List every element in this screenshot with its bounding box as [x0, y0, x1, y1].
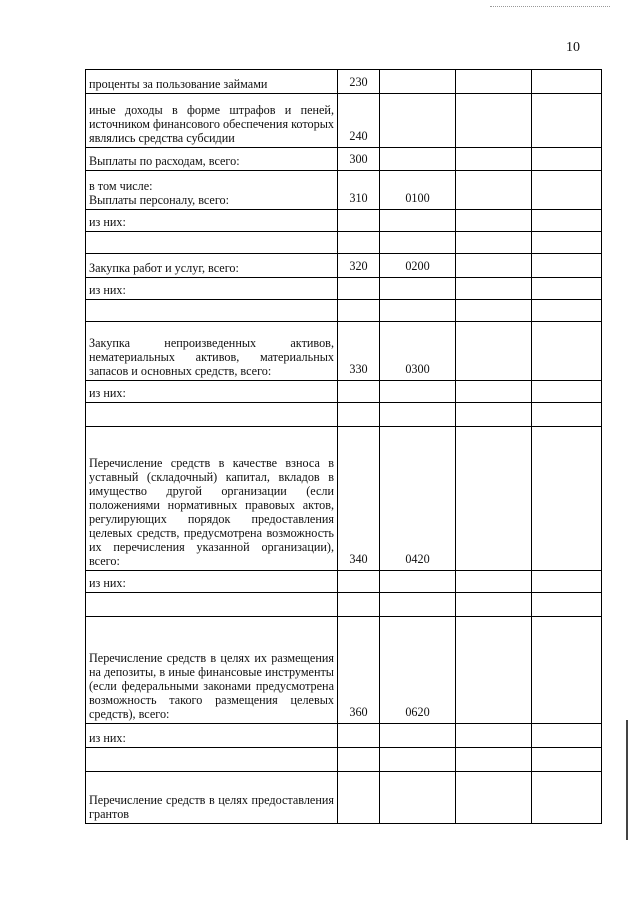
row-value-2 [532, 748, 602, 772]
row-value-1 [456, 254, 532, 278]
scan-artifact-right [626, 720, 628, 840]
row-label [86, 403, 338, 427]
row-label [86, 748, 338, 772]
row-code [338, 748, 380, 772]
row-value-2 [532, 94, 602, 148]
row-value-2 [532, 593, 602, 617]
table-row [86, 210, 602, 232]
page-number: 10 [566, 40, 580, 55]
row-value-1 [456, 322, 532, 381]
row-value-1 [456, 381, 532, 403]
table-row [86, 724, 602, 748]
row-code: 330 [338, 322, 380, 381]
row-code [338, 300, 380, 322]
row-code [338, 571, 380, 593]
row-value-2 [532, 427, 602, 571]
row-kosgu [380, 148, 456, 171]
row-value-1 [456, 427, 532, 571]
row-code: 240 [338, 94, 380, 148]
row-code [338, 278, 380, 300]
row-value-2 [532, 403, 602, 427]
table-row [86, 232, 602, 254]
row-value-1 [456, 300, 532, 322]
row-value-2 [532, 148, 602, 171]
row-code [338, 381, 380, 403]
table-row [86, 748, 602, 772]
table-row [86, 254, 602, 278]
row-value-1 [456, 571, 532, 593]
table-row [86, 278, 602, 300]
row-value-1 [456, 70, 532, 94]
row-code [338, 403, 380, 427]
row-value-1 [456, 403, 532, 427]
row-label: из них: [86, 278, 338, 300]
row-label: Закупка непроизведенных активов, нематериальных активов, материальных запасов и основных средств, всего: [86, 322, 338, 381]
row-label: Перечисление средств в целях их размещения на депозиты, в иные финансовые инструменты (если федеральными законами предусмотрена возможность такого размещения целевых средств), всего: [86, 617, 338, 724]
row-kosgu: 0200 [380, 254, 456, 278]
table-row [86, 593, 602, 617]
row-code: 300 [338, 148, 380, 171]
row-code [338, 210, 380, 232]
financial-table [85, 69, 602, 824]
row-code [338, 593, 380, 617]
row-kosgu [380, 278, 456, 300]
row-label: проценты за пользование займами [86, 70, 338, 94]
table-row [86, 322, 602, 381]
row-label: в том числе: Выплаты персоналу, всего: [86, 171, 338, 210]
table-row [86, 617, 602, 724]
row-value-1 [456, 232, 532, 254]
row-kosgu [380, 70, 456, 94]
row-code: 340 [338, 427, 380, 571]
row-label: иные доходы в форме штрафов и пеней, источником финансового обеспечения которых являлись средства субсидии [86, 94, 338, 148]
row-label: Выплаты по расходам, всего: [86, 148, 338, 171]
row-kosgu [380, 403, 456, 427]
row-kosgu: 0300 [380, 322, 456, 381]
row-value-1 [456, 278, 532, 300]
table-row [86, 94, 602, 148]
row-kosgu [380, 571, 456, 593]
row-value-1 [456, 772, 532, 824]
table-row [86, 571, 602, 593]
row-value-1 [456, 593, 532, 617]
row-value-2 [532, 772, 602, 824]
table-row [86, 403, 602, 427]
row-value-1 [456, 171, 532, 210]
table-row [86, 70, 602, 94]
row-value-2 [532, 278, 602, 300]
row-value-2 [532, 381, 602, 403]
scan-artifact-top [490, 6, 610, 8]
row-value-2 [532, 617, 602, 724]
table-row [86, 427, 602, 571]
row-kosgu [380, 724, 456, 748]
row-value-2 [532, 724, 602, 748]
row-value-2 [532, 232, 602, 254]
row-kosgu: 0620 [380, 617, 456, 724]
row-value-2 [532, 571, 602, 593]
row-kosgu [380, 748, 456, 772]
row-label [86, 300, 338, 322]
row-label: из них: [86, 381, 338, 403]
row-value-1 [456, 724, 532, 748]
row-value-1 [456, 210, 532, 232]
row-label [86, 593, 338, 617]
row-kosgu [380, 94, 456, 148]
row-code [338, 724, 380, 748]
table-row [86, 772, 602, 824]
row-kosgu [380, 300, 456, 322]
row-kosgu [380, 381, 456, 403]
row-kosgu [380, 593, 456, 617]
row-code: 320 [338, 254, 380, 278]
row-value-2 [532, 171, 602, 210]
row-value-1 [456, 148, 532, 171]
row-value-1 [456, 617, 532, 724]
row-label: Перечисление средств в целях предоставления грантов [86, 772, 338, 824]
row-label: Перечисление средств в качестве взноса в уставный (складочный) капитал, вкладов в имущество другой организации (если положениями нормативных правовых актов, регулирующих порядок предоставления целевых средств, предусмотрена возможность их перечисления указанной организации), всего: [86, 427, 338, 571]
table-row [86, 300, 602, 322]
row-kosgu: 0100 [380, 171, 456, 210]
row-label: из них: [86, 571, 338, 593]
row-label: из них: [86, 724, 338, 748]
row-code [338, 772, 380, 824]
row-kosgu [380, 772, 456, 824]
row-value-2 [532, 300, 602, 322]
table-row [86, 148, 602, 171]
row-code: 310 [338, 171, 380, 210]
row-value-1 [456, 94, 532, 148]
row-code [338, 232, 380, 254]
row-code: 230 [338, 70, 380, 94]
row-value-2 [532, 254, 602, 278]
row-value-2 [532, 322, 602, 381]
row-value-2 [532, 70, 602, 94]
row-label [86, 232, 338, 254]
row-code: 360 [338, 617, 380, 724]
row-value-1 [456, 748, 532, 772]
row-label: Закупка работ и услуг, всего: [86, 254, 338, 278]
row-kosgu [380, 210, 456, 232]
table-row [86, 381, 602, 403]
row-kosgu: 0420 [380, 427, 456, 571]
row-label: из них: [86, 210, 338, 232]
table-row [86, 171, 602, 210]
row-value-2 [532, 210, 602, 232]
row-kosgu [380, 232, 456, 254]
